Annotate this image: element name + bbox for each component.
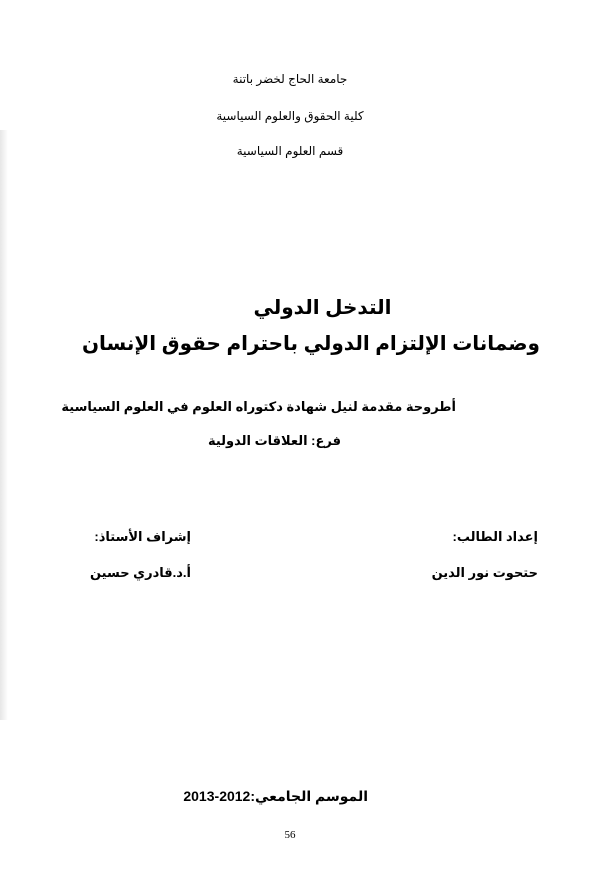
supervisor-name: أ.د.قادري حسين	[89, 565, 191, 580]
thesis-branch: فرع: العلاقات الدولية	[207, 433, 341, 448]
thesis-title-line-2: وضمانات الإلتزام الدولي باحترام حقوق الإنسان	[81, 333, 540, 355]
thesis-description: أطروحة مقدمة لنيل شهادة دكتوراه العلوم في العلوم السياسية	[61, 399, 456, 414]
prepared-by-label: إعداد الطالب:	[452, 529, 538, 544]
academic-year: الموسم الجامعي:2012-2013	[183, 788, 368, 804]
page-number: 56	[284, 829, 296, 841]
university-name: جامعة الحاج لخضر باتنة	[232, 72, 348, 86]
student-name: حتحوت نور الدين	[431, 565, 538, 580]
page-edge-shadow	[0, 130, 8, 720]
department-name: قسم العلوم السياسية	[236, 144, 344, 158]
thesis-title-line-1: التدخل الدولي	[253, 297, 392, 319]
supervision-label: إشراف الأستاذ:	[94, 529, 191, 544]
faculty-name: كلية الحقوق والعلوم السياسية	[216, 109, 364, 123]
